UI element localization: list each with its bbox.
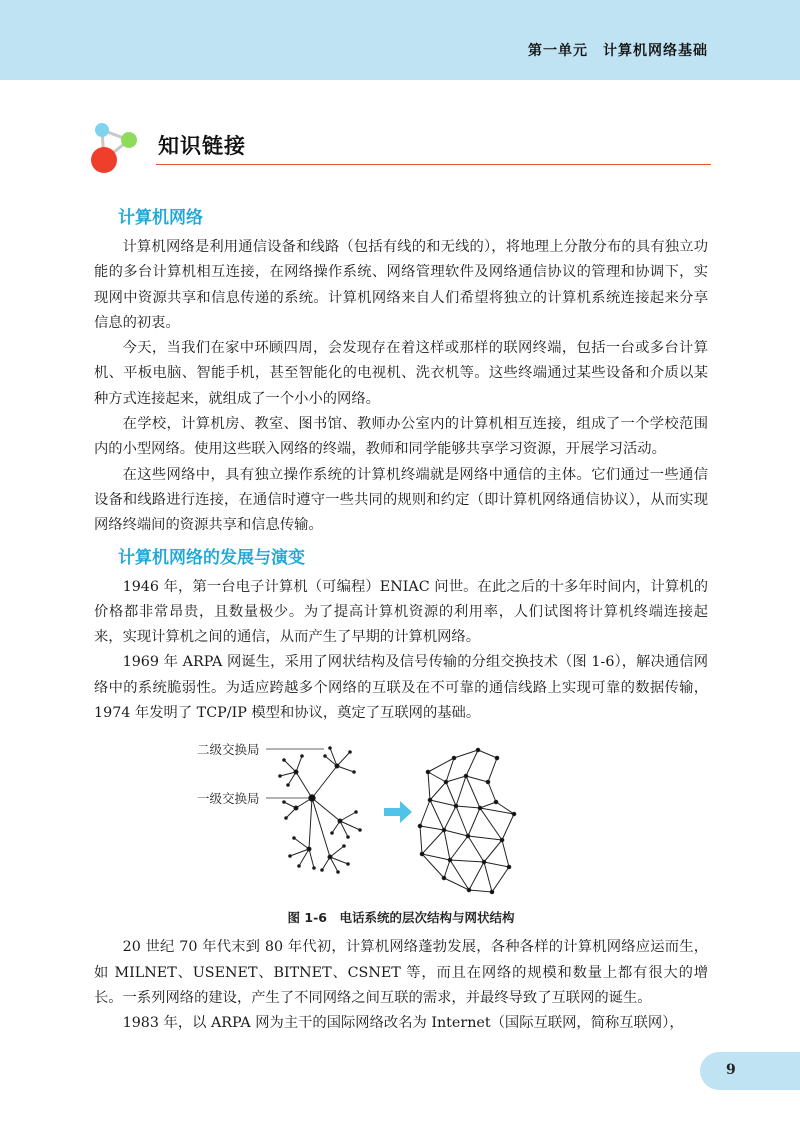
paragraph: 计算机网络是利用通信设备和线路（包括有线的和无线的），将地理上分散分布的具有独立功能的多台计算机相互连接，在网络操作系统、网络管理软件及网络通信协议的管理和协调下，实现网中资源共享和信息传递的系统。计算机网络来自人们希望将独立的计算机系统连接起来分享信息的初衷。	[94, 239, 708, 331]
paragraph: 在这些网络中，具有独立操作系统的计算机终端就是网络中通信的主体。它们通过一些通信设备和线路进行连接，在通信时遵守一些共同的规则和约定（即计算机网络通信协议），从而实现网络终端间的资源共享和信息传输。	[94, 466, 708, 534]
network-diagram	[94, 732, 708, 907]
running-title: 第一单元 计算机网络基础	[528, 43, 708, 59]
paragraph: 1946 年，第一台电子计算机（可编程）ENIAC 问世。在此之后的十多年时间内，计算机的价格都非常昂贵，且数量极少。为了提高计算机资源的利用率，人们试图将计算机终端连接起来，实现计算机之间的通信，从而产生了早期的计算机网络。	[94, 578, 708, 646]
header-band	[0, 0, 800, 80]
main-content	[94, 203, 708, 1037]
section-banner	[86, 116, 711, 176]
subsection-heading-2: 计算机网络的发展与演变	[118, 547, 305, 568]
paragraph: 1983 年，以 ARPA 网为主干的国际网络改名为 Internet（国际互联网，简称互联网），	[122, 1015, 684, 1032]
paragraph: 1969 年 ARPA 网诞生，采用了网状结构及信号传输的分组交换技术（图 1-6），解决通信网络中的系统脆弱性。为适应跨越多个网络的互联及在不可靠的通信线路上实现可靠的数据传输，1974 年发明了 TCP/IP 模型和协议，奠定了互联网的基础。	[94, 654, 708, 722]
hierarchical-network	[279, 747, 362, 874]
section-title: 知识链接	[158, 134, 246, 158]
label-primary-exchange: 一级交换局	[197, 791, 260, 807]
label-secondary-exchange: 二级交换局	[197, 742, 260, 758]
molecule-icon	[86, 116, 166, 176]
subsection-heading-1: 计算机网络	[118, 208, 203, 228]
page-number-tab	[700, 1052, 800, 1090]
figure-caption: 图 1-6 电话系统的层次结构与网状结构	[287, 910, 515, 926]
mesh-network	[418, 749, 516, 895]
paragraph: 今天，当我们在家中环顾四周，会发现存在着这样或那样的联网终端，包括一台或多台计算机、平板电脑、智能手机，甚至智能化的电视机、洗衣机等。这些终端通过某些设备和介质以某种方式连接起来，就组成了一个小小的网络。	[94, 340, 708, 407]
arrow-right-icon	[384, 801, 412, 823]
paragraph: 20 世纪 70 年代末到 80 年代初，计算机网络蓬勃发展，各种各样的计算机网络应运而生，如 MILNET、USENET、BITNET、CSNET 等，而且在网络的规模和数量上都有很大的增长。一系列网络的建设，产生了不同网络之间互联的需求，并最终导致了互联网的诞生。	[94, 939, 708, 1006]
paragraph: 在学校，计算机房、教室、图书馆、教师办公室内的计算机相互连接，组成了一个学校范围内的小型网络。使用这些联入网络的终端，教师和同学能够共享学习资源，开展学习活动。	[94, 416, 708, 458]
section-rule	[156, 164, 711, 165]
page-number: 9	[726, 1062, 736, 1078]
figure-1-6	[94, 732, 708, 927]
